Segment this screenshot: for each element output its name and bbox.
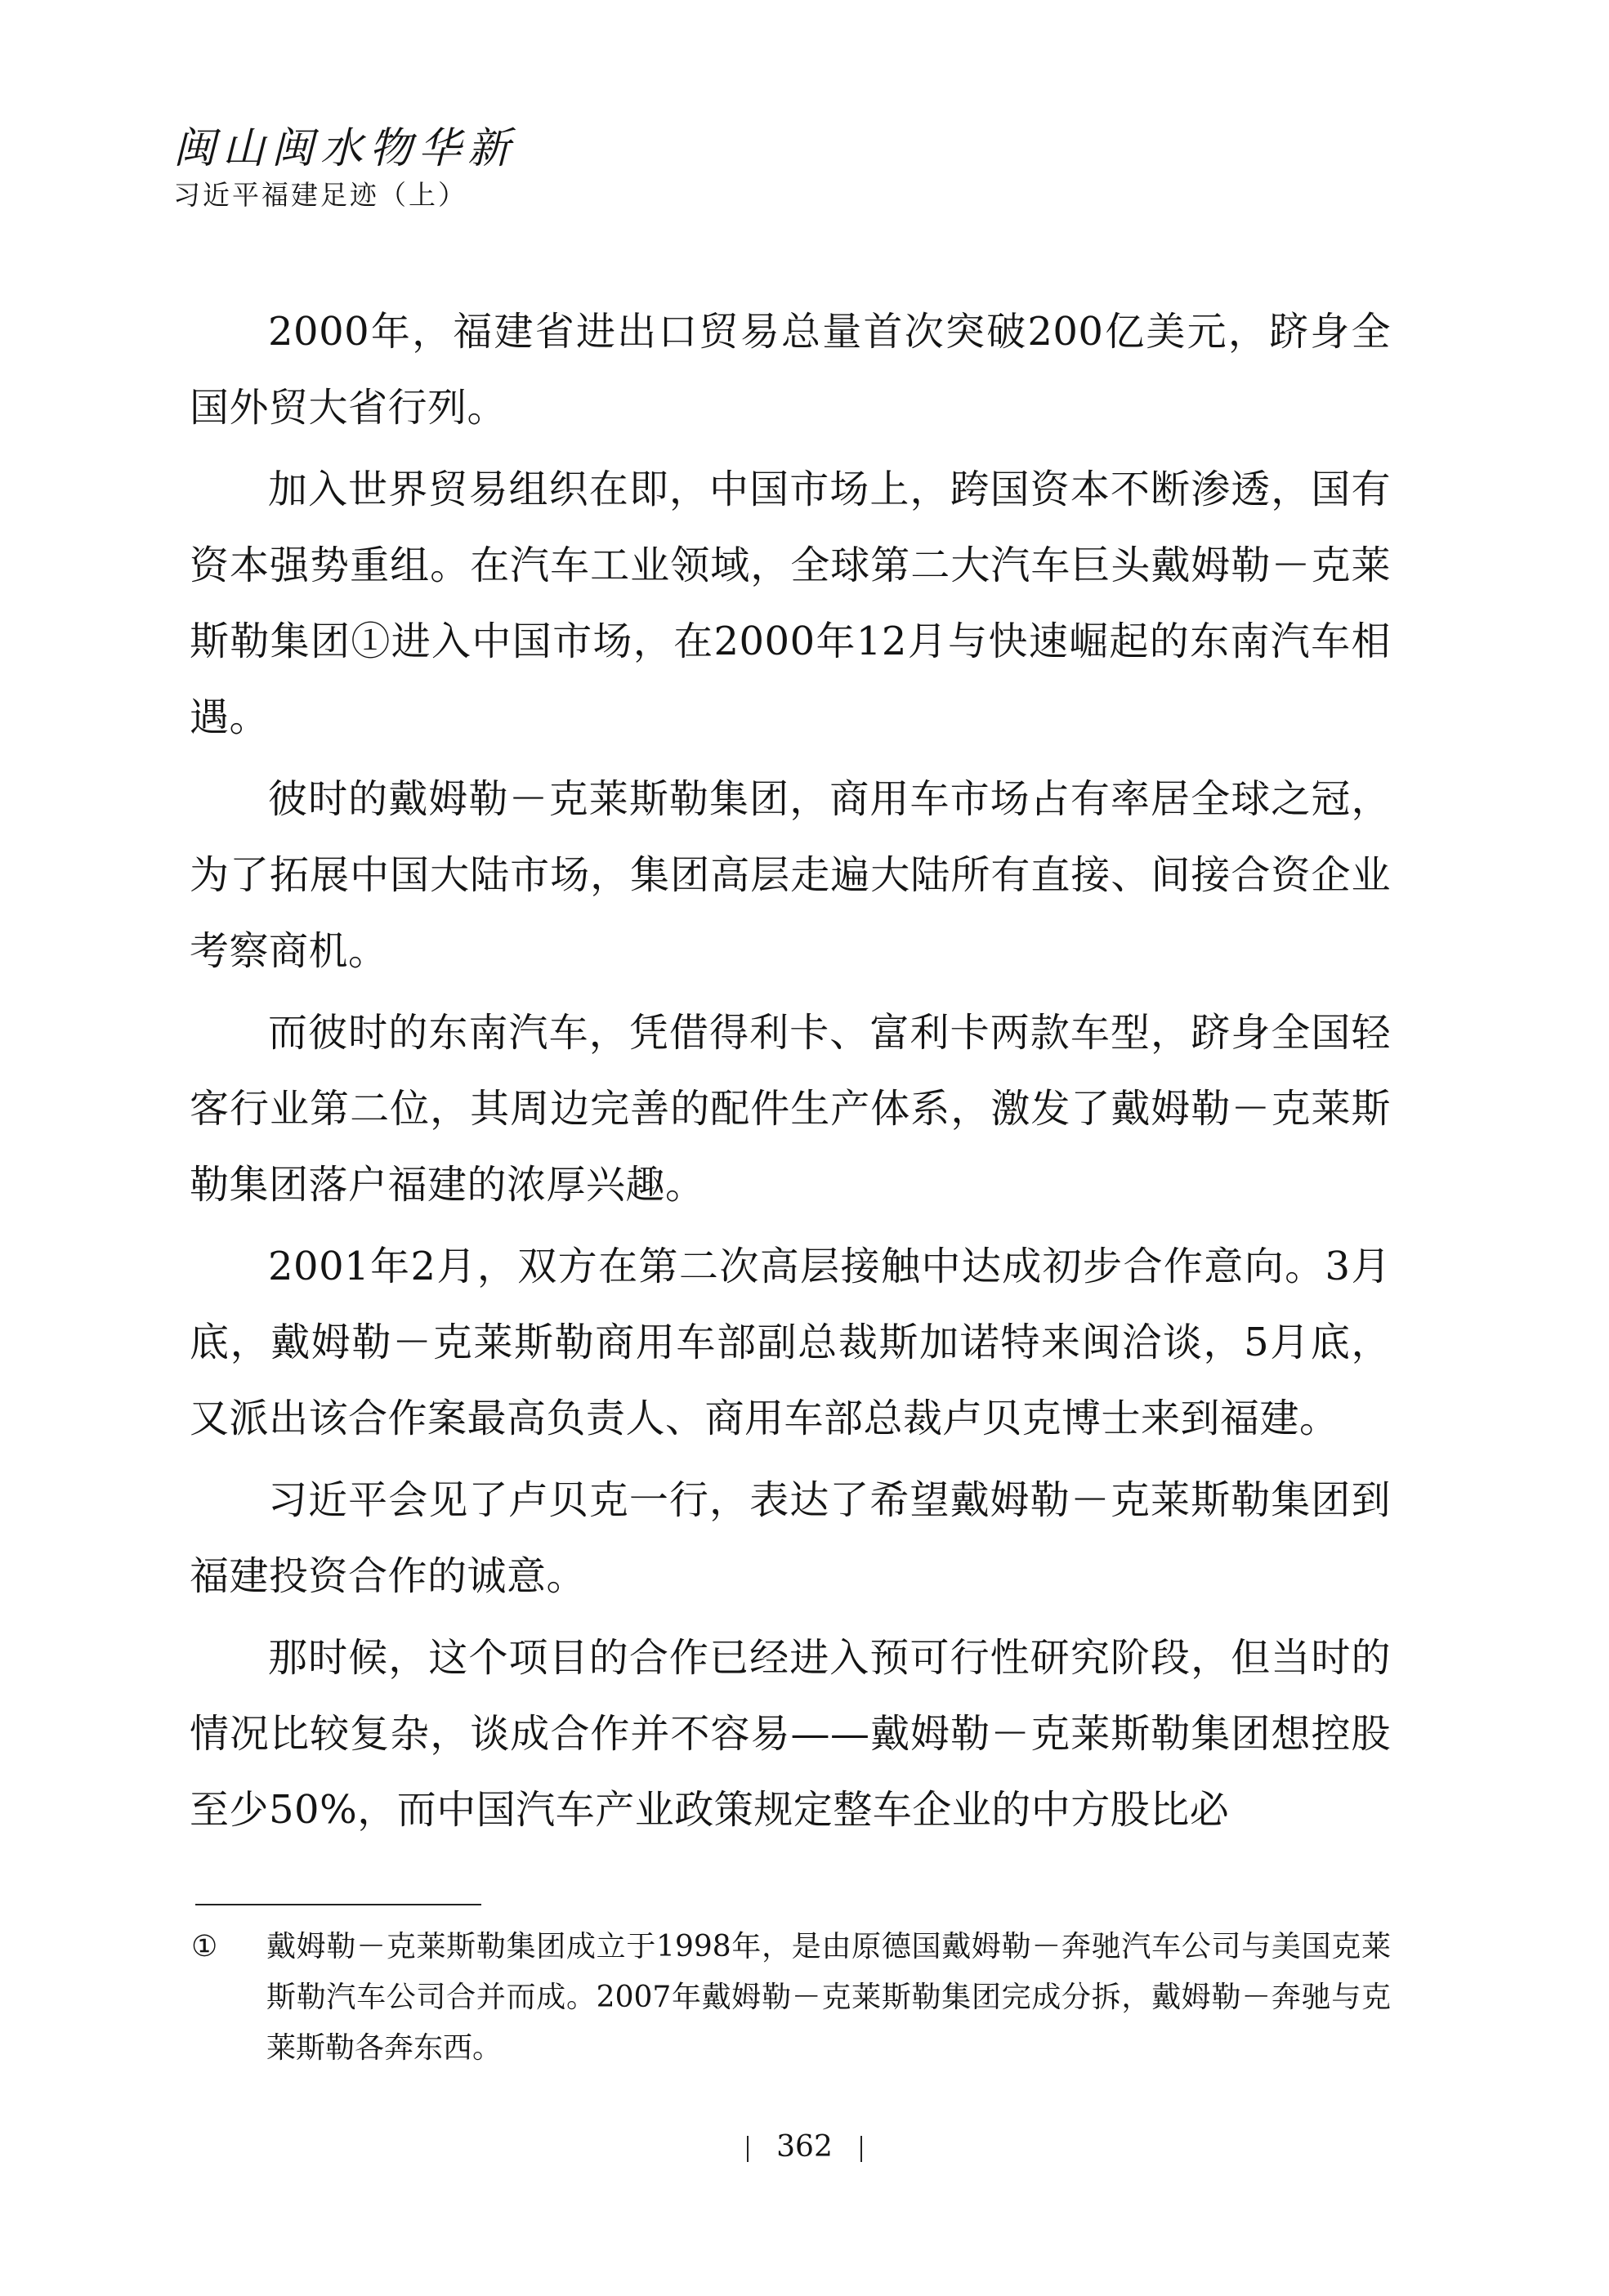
paragraph-2: 加入世界贸易组织在即，中国市场上，跨国资本不断渗透，国有资本强势重组。在汽车工业领域，全球第二大汽车巨头戴姆勒－克莱斯勒集团①进入中国市场，在2000年12月与快速崛起的东南汽车相遇。: [190, 467, 1391, 740]
page-number-right-bar: [860, 2136, 862, 2162]
paragraph-6: 习近平会见了卢贝克一行，表达了希望戴姆勒－克莱斯勒集团到福建投资合作的诚意。: [190, 1477, 1391, 1599]
paragraph-3: 彼时的戴姆勒－克莱斯勒集团，商用车市场占有率居全球之冠，为了拓展中国大陆市场，集团高层走遍大陆所有直接、间接合资企业考察商机。: [190, 776, 1391, 974]
book-title: 闽山闽水物华新: [173, 124, 517, 173]
body-text: [190, 294, 1391, 1854]
page-number-left-bar: [747, 2136, 749, 2162]
paragraph-4: 而彼时的东南汽车，凭借得利卡、富利卡两款车型，跻身全国轻客行业第二位，其周边完善的配件生产体系，激发了戴姆勒－克莱斯勒集团落户福建的浓厚兴趣。: [190, 1010, 1391, 1208]
footnote-text: 戴姆勒－克莱斯勒集团成立于1998年，是由原德国戴姆勒－奔驰汽车公司与美国克莱斯勒汽车公司合并而成。2007年戴姆勒－克莱斯勒集团完成分拆，戴姆勒－奔驰与克莱斯勒各奔东西。: [266, 1930, 1391, 2065]
book-subtitle: 习近平福建足迹（上）: [173, 179, 467, 211]
paragraph-5: 2001年2月，双方在第二次高层接触中达成初步合作意向。3月底，戴姆勒－克莱斯勒商用车部副总裁斯加诺特来闽洽谈，5月底，又派出该合作案最高负责人、商用车部总裁卢贝克博士来到福建。: [190, 1244, 1391, 1441]
paragraph-7: 那时候，这个项目的合作已经进入预可行性研究阶段，但当时的情况比较复杂，谈成合作并不容易——戴姆勒－克莱斯勒集团想控股至少50%，而中国汽车产业政策规定整车企业的中方股比必: [190, 1635, 1391, 1833]
footnote: [190, 1922, 1391, 2074]
paragraph-1: 2000年，福建省进出口贸易总量首次突破200亿美元，跻身全国外贸大省行列。: [190, 309, 1391, 431]
page-number: 362: [776, 2130, 833, 2164]
page-number-area: [0, 2128, 1609, 2167]
footnote-marker: ①: [191, 1930, 218, 1963]
running-header: [173, 123, 516, 216]
footnote-divider: [195, 1904, 481, 1905]
